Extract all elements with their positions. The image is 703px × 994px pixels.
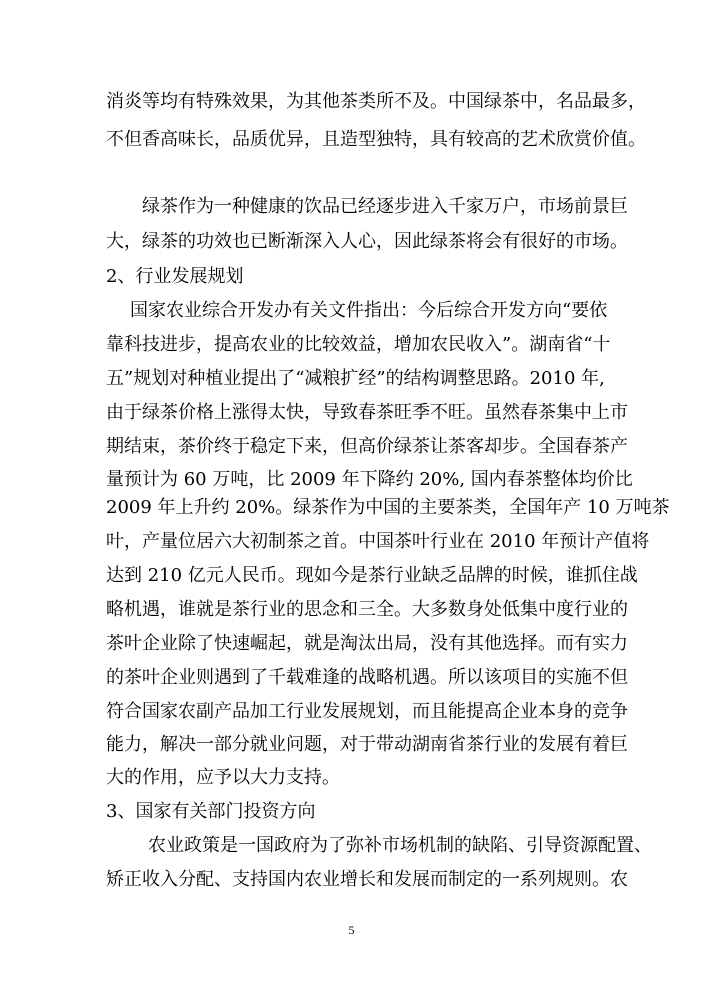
paragraph-line: 2009 年上升约 20%。绿茶作为中国的主要茶类，全国年产 10 万吨茶	[106, 497, 670, 518]
paragraph-line: 农业政策是一国政府为了弥补市场机制的缺陷、引导资源配置、	[148, 835, 652, 856]
paragraph-line: 消炎等均有特殊效果，为其他茶类所不及。中国绿茶中，名品最多，	[106, 91, 646, 112]
paragraph-line: 叶，产量位居六大初制茶之首。中国茶叶行业在 2010 年预计产值将	[106, 531, 650, 552]
paragraph-line: 由于绿茶价格上涨得太快，导致春茶旺季不旺。虽然春茶集中上市	[106, 402, 628, 423]
page-number: 5	[348, 923, 355, 937]
paragraph-line: 大的作用，应予以大力支持。	[106, 767, 340, 788]
paragraph-line: 量预计为 60 万吨，比 2009 年下降约 20%, 国内春茶整体均价比	[106, 469, 633, 490]
paragraph-line: 茶叶企业除了快速崛起，就是淘汰出局，没有其他选择。而有实力	[106, 633, 628, 654]
paragraph-line: 靠科技进步，提高农业的比较效益，增加农民收入”。湖南省“十	[106, 334, 611, 355]
paragraph-line: 矫正收入分配、支持国内农业增长和发展而制定的一系列规则。农	[106, 869, 628, 890]
paragraph-line: 绿茶作为一种健康的饮品已经逐步进入千家万户，市场前景巨	[142, 196, 628, 217]
paragraph-line: 达到 210 亿元人民币。现如今是茶行业缺乏品牌的时候，谁抓住战	[106, 565, 638, 586]
paragraph-line: 符合国家农副产品加工行业发展规划，而且能提高企业本身的竞争	[106, 701, 628, 722]
paragraph-line: 不但香高味长，品质优异，且造型独特，具有较高的艺术欣赏价值。	[106, 129, 646, 150]
paragraph-line: 期结束，茶价终于稳定下来，但高价绿茶让茶客却步。全国春茶产	[106, 436, 628, 457]
section-heading: 3、国家有关部门投资方向	[106, 801, 316, 822]
paragraph-line: 能力，解决一部分就业问题，对于带动湖南省茶行业的发展有着巨	[106, 734, 628, 755]
section-heading: 2、行业发展规划	[106, 266, 244, 287]
paragraph-line: 大，绿茶的功效也已断渐深入人心，因此绿茶将会有很好的市场。	[106, 231, 628, 252]
paragraph-line: 五”规划对种植业提出了“减粮扩经”的结构调整思路。2010 年,	[106, 368, 605, 389]
paragraph-line: 略机遇，谁就是茶行业的思念和三全。大多数身处低集中度行业的	[106, 599, 628, 620]
paragraph-line: 的茶叶企业则遇到了千载难逢的战略机遇。所以该项目的实施不但	[106, 667, 628, 688]
paragraph-line: 国家农业综合开发办有关文件指出：今后综合开发方向“要依	[130, 300, 608, 321]
